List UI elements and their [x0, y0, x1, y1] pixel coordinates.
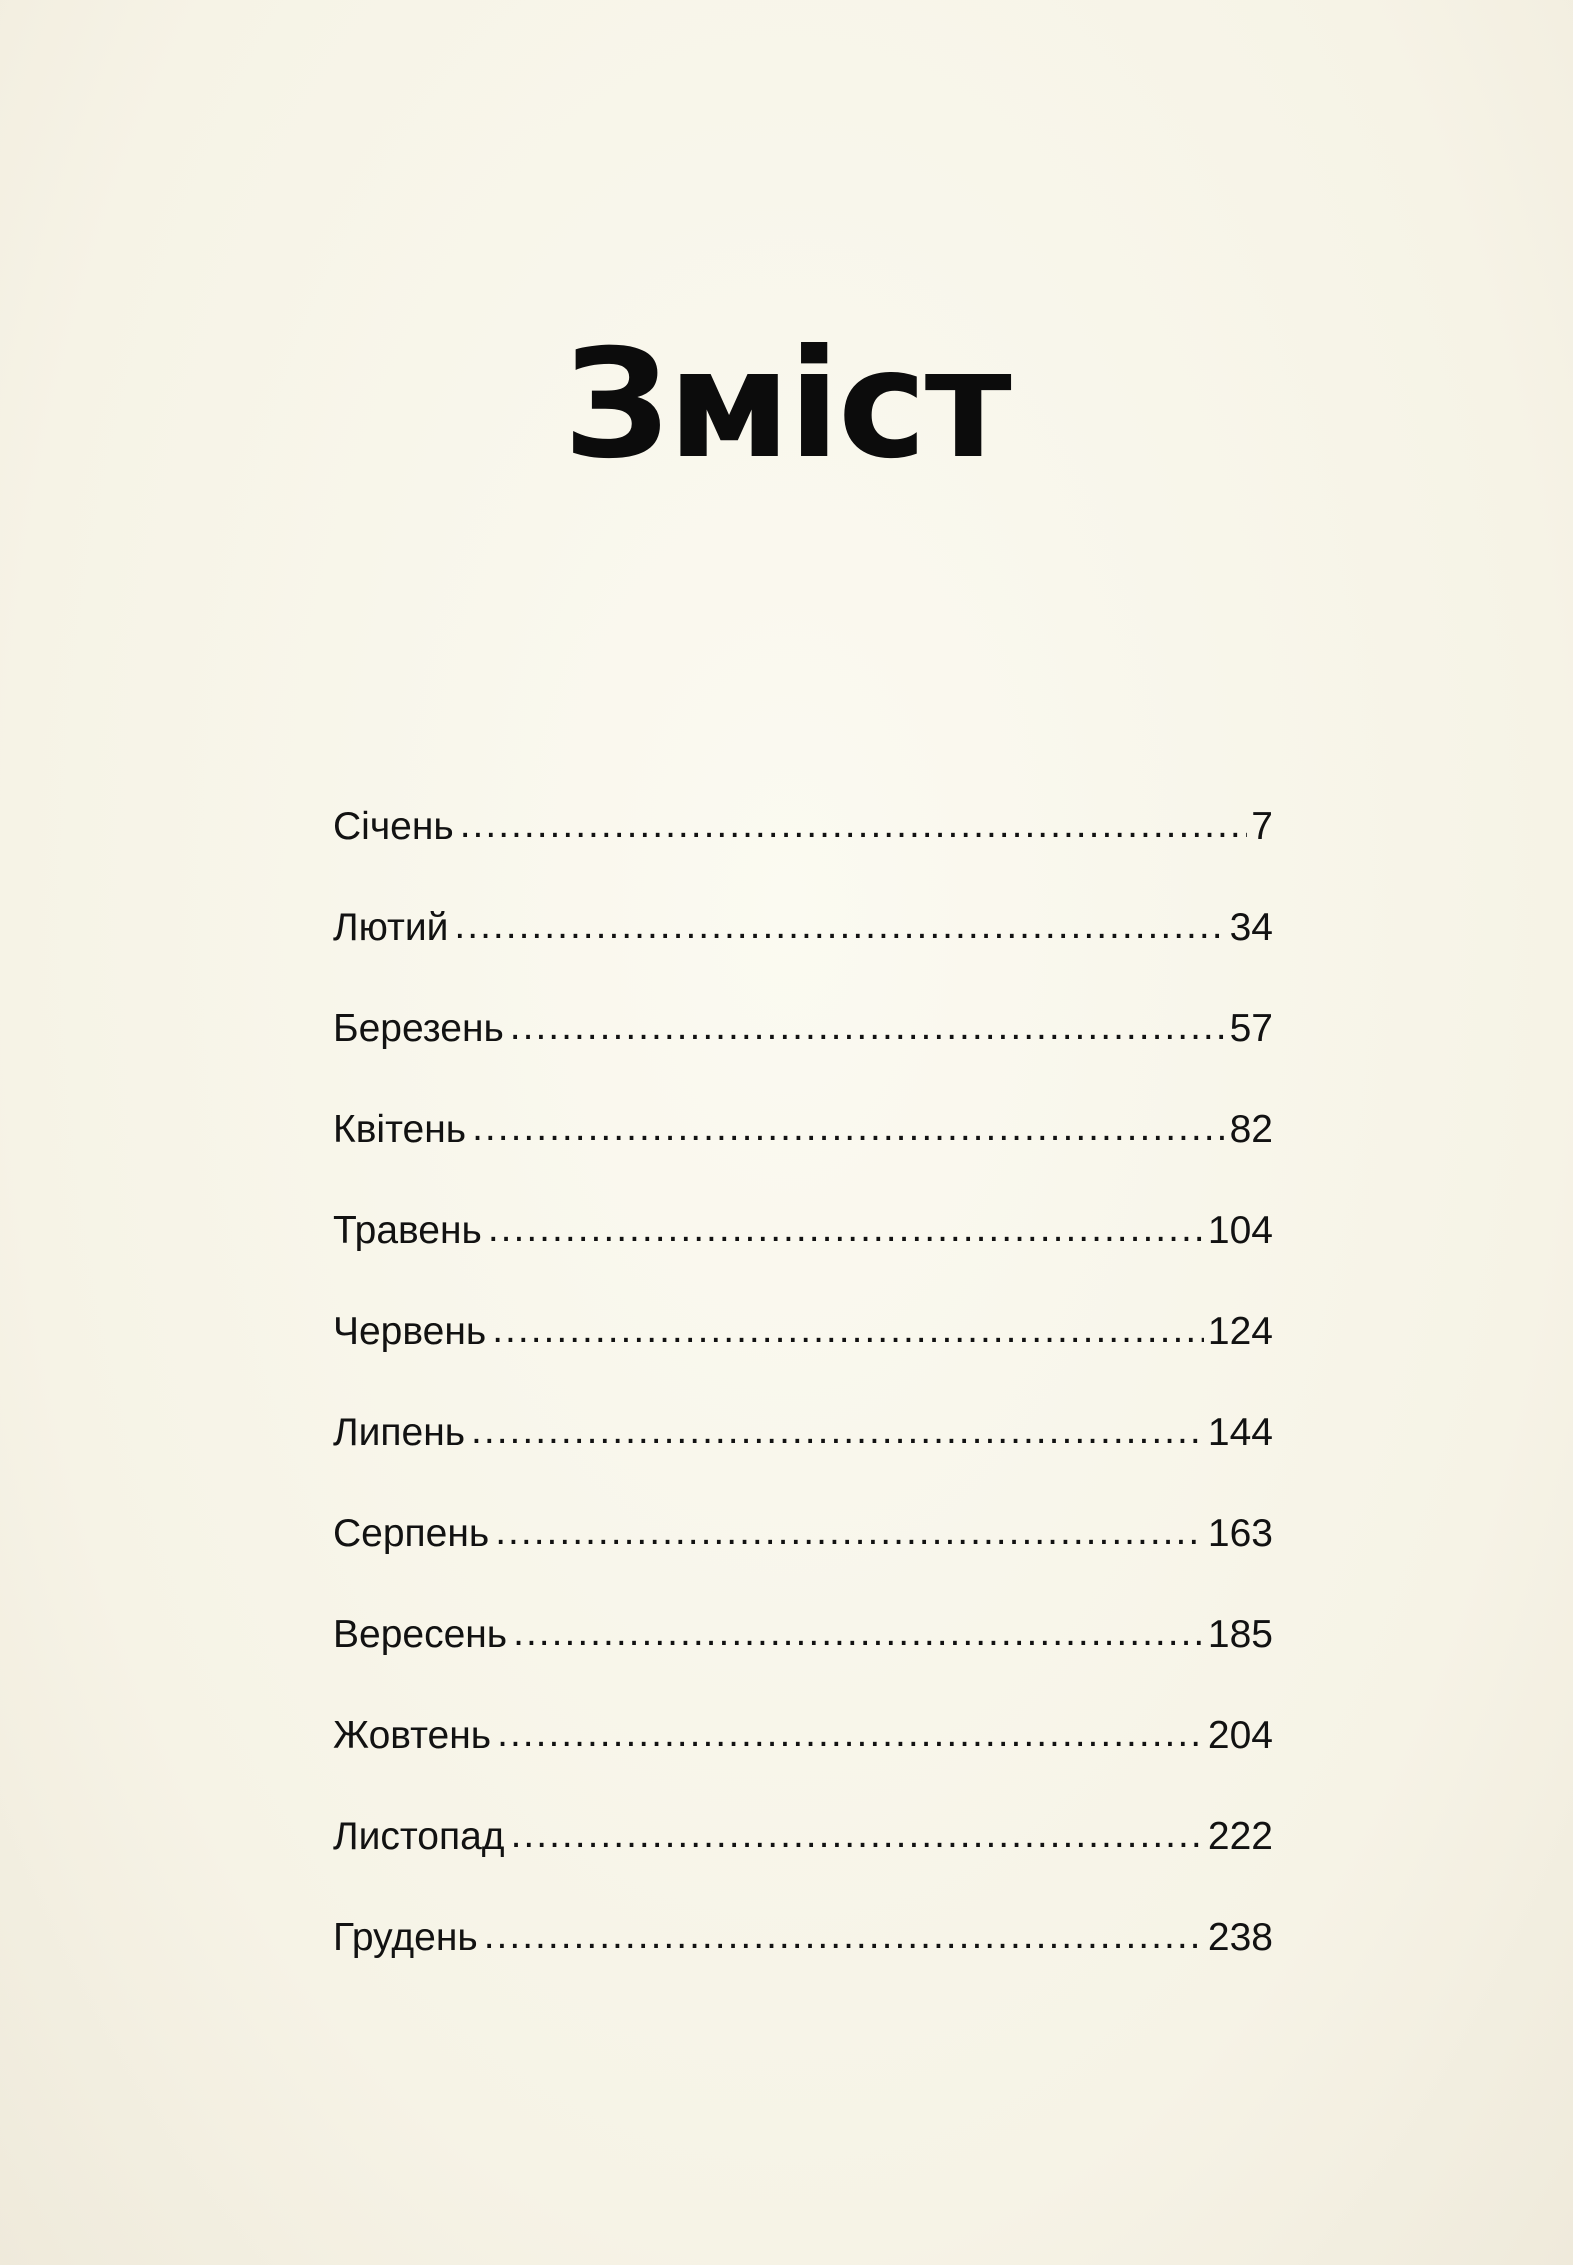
toc-entry-page: 204 — [1207, 1714, 1273, 1757]
toc-entry-label: Квітень — [333, 1108, 467, 1151]
toc-entry-page: 34 — [1229, 906, 1273, 949]
toc-entry-may[interactable] — [333, 1209, 1273, 1310]
dot-leader — [454, 904, 1225, 948]
toc-entry-september[interactable] — [333, 1613, 1273, 1714]
toc-entry-october[interactable] — [333, 1714, 1273, 1815]
toc-entry-june[interactable] — [333, 1310, 1273, 1411]
toc-entry-label: Березень — [333, 1007, 504, 1050]
toc-entry-february[interactable] — [333, 906, 1273, 1007]
dot-leader — [471, 1409, 1204, 1453]
toc-entry-page: 124 — [1207, 1310, 1273, 1353]
dot-leader — [495, 1510, 1204, 1554]
toc-entry-page: 144 — [1207, 1411, 1273, 1454]
toc-entry-label: Лютий — [333, 906, 449, 949]
table-of-contents — [333, 805, 1273, 2017]
toc-entry-label: Травень — [333, 1209, 482, 1252]
dot-leader — [484, 1914, 1204, 1958]
toc-entry-page: 222 — [1207, 1815, 1273, 1858]
toc-entry-label: Серпень — [333, 1512, 490, 1555]
toc-entry-label: Вересень — [333, 1613, 508, 1656]
dot-leader — [492, 1308, 1204, 1352]
toc-entry-april[interactable] — [333, 1108, 1273, 1209]
toc-entry-page: 163 — [1207, 1512, 1273, 1555]
toc-entry-page: 7 — [1251, 805, 1273, 848]
dot-leader — [511, 1813, 1204, 1857]
dot-leader — [460, 803, 1248, 847]
toc-entry-page: 82 — [1229, 1108, 1273, 1151]
toc-entry-label: Січень — [333, 805, 454, 848]
toc-entry-page: 57 — [1229, 1007, 1273, 1050]
toc-entry-label: Жовтень — [333, 1714, 492, 1757]
toc-entry-label: Грудень — [333, 1916, 478, 1959]
toc-entry-november[interactable] — [333, 1815, 1273, 1916]
toc-entry-july[interactable] — [333, 1411, 1273, 1512]
dot-leader — [510, 1005, 1226, 1049]
toc-entry-august[interactable] — [333, 1512, 1273, 1613]
toc-entry-page: 238 — [1207, 1916, 1273, 1959]
toc-entry-march[interactable] — [333, 1007, 1273, 1108]
toc-entry-december[interactable] — [333, 1916, 1273, 2017]
dot-leader — [497, 1712, 1204, 1756]
toc-entry-page: 185 — [1207, 1613, 1273, 1656]
toc-entry-label: Листопад — [333, 1815, 505, 1858]
dot-leader — [513, 1611, 1204, 1655]
toc-entry-january[interactable] — [333, 805, 1273, 906]
page-title: Зміст — [563, 318, 1010, 492]
toc-entry-label: Липень — [333, 1411, 466, 1454]
dot-leader — [472, 1106, 1226, 1150]
toc-entry-page: 104 — [1207, 1209, 1273, 1252]
toc-entry-label: Червень — [333, 1310, 487, 1353]
dot-leader — [488, 1207, 1204, 1251]
